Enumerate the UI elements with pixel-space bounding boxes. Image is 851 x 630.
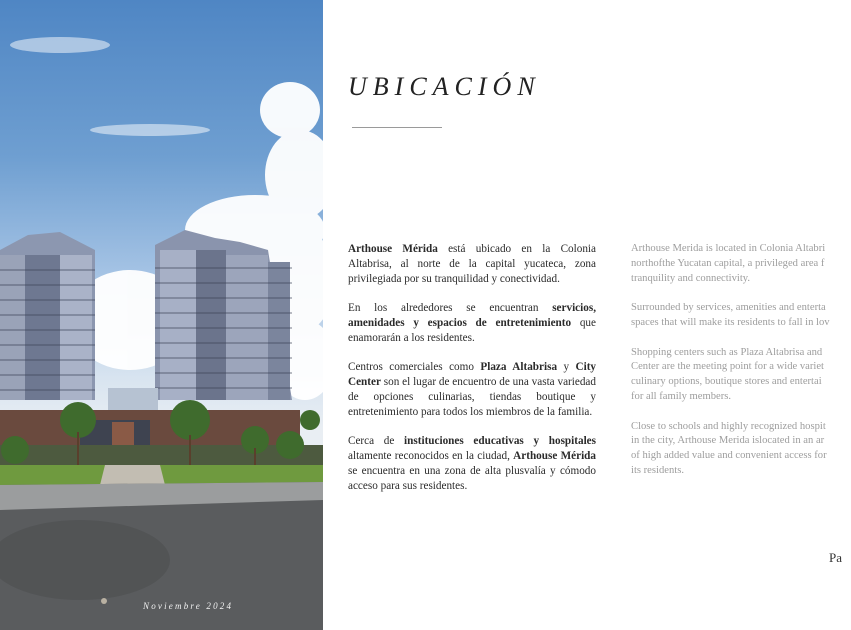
page-title: UBICACIÓN [348,72,541,101]
en-line: northofthe Yucatan capital, a privileged area f [631,257,825,269]
en-line: tranquility and connectivity. [631,272,751,284]
en-line: Center are the meeting point for a wide variet [631,361,824,373]
english-text-column [631,242,851,494]
en-paragraph [631,242,851,286]
es-paragraph [348,434,596,493]
title-divider [352,127,442,128]
es-paragraph [348,242,596,286]
photo-date-caption: Noviembre 2024 [143,601,234,611]
page-label: Pa [829,550,842,565]
en-line: Shopping centers such as Plaza Altabrisa and [631,346,823,358]
en-line: culinary options, boutique stores and entertai [631,376,822,388]
en-line: Arthouse Merida is located in Colonia Altabri [631,243,826,254]
en-paragraph [631,420,851,479]
en-line: spaces that will make its residents to fall in lov [631,316,830,328]
es-paragraph [348,360,596,419]
en-paragraph [631,301,851,331]
en-paragraph [631,346,851,405]
es-text-segment: Cerca de [348,435,405,448]
spanish-text-column [348,242,596,508]
en-line: Surrounded by services, amenities and enterta [631,302,826,314]
es-text-segment: instituciones educativas y hospitales [404,435,596,448]
es-text-segment: son el lugar de encuentro de una vasta variedad de opciones culinarias, tiendas boutique y entretenimiento para todos los miembros de la familia. [348,376,596,418]
es-text-segment: altamente reconocidos en la ciudad, [348,450,514,463]
building-photo-illustration [0,0,323,630]
en-line: its residents. [631,464,684,476]
es-paragraph [348,301,596,345]
en-line: of high added value and convenient access for [631,450,827,462]
es-text-segment: se encuentra en una zona de alta plusvalía y cómodo acceso para sus residentes. [348,464,596,492]
es-text-segment: Arthouse Mérida [348,243,438,255]
es-text-segment: En los alrededores se encuentran [348,302,553,315]
en-line: in the city, Arthouse Merida islocated in an ar [631,435,825,447]
es-text-segment: Arthouse Mérida [513,450,596,463]
es-text-segment: Centros comerciales como [348,361,481,374]
en-line: Close to schools and highly recognized hospit [631,420,826,432]
building-photo [0,0,323,630]
es-text-segment: Plaza Altabrisa [480,361,558,374]
es-text-segment: City Center [348,361,597,389]
es-text-segment: que enamorarán a los residentes. [348,316,596,344]
es-text-segment: está ubicado en la Colonia Altabrisa, al norte de la capital yucateca, zona privilegiada por su tranquilidad y conectividad. [348,243,596,285]
es-text-segment: servicios, amenidades y espacios de entretenimiento [348,302,596,329]
en-line: for all family members. [631,390,732,402]
es-text-segment: y [557,361,576,374]
